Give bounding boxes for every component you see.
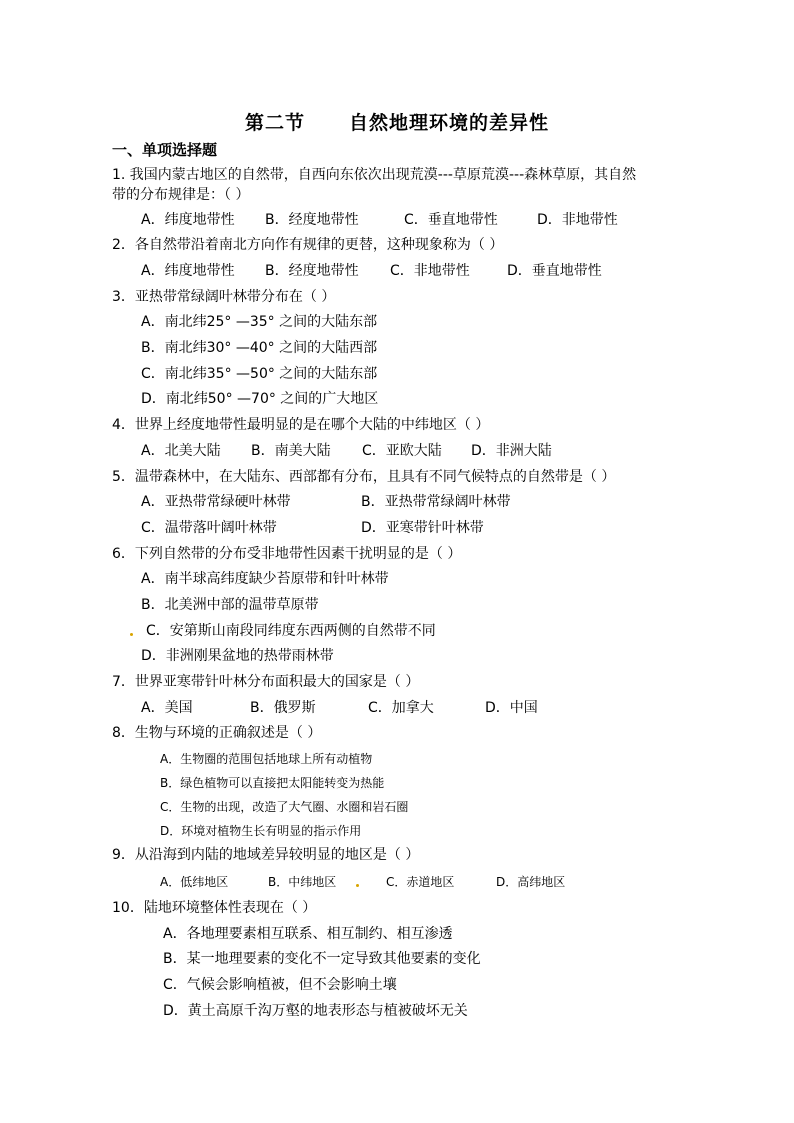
- option-b: B．中纬地区: [268, 875, 337, 889]
- question-10-option-b: B．某一地理要素的变化不一定导致其他要素的变化: [163, 951, 481, 967]
- page-title: [0, 108, 794, 135]
- option-b: B．经度地带性: [265, 263, 359, 279]
- option-d: D．非洲大陆: [471, 443, 552, 459]
- question-3: 3．亚热带常绿阔叶林带分布在（ ）: [112, 289, 336, 305]
- option-d: D．垂直地带性: [507, 263, 602, 279]
- question-8-option-d: D．环境对植物生长有明显的指示作用: [160, 824, 362, 838]
- option-a: A．纬度地带性: [141, 263, 235, 279]
- question-2: 2．各自然带沿着南北方向作有规律的更替，这种现象称为（ ）: [112, 237, 504, 253]
- question-10-option-a: A．各地理要素相互联系、相互制约、相互渗透: [163, 926, 453, 942]
- question-10-option-c: C．气候会影响植被，但不会影响土壤: [163, 977, 397, 993]
- option-c: C．亚欧大陆: [362, 443, 442, 459]
- question-5: 5．温带森林中，在大陆东、西部都有分布，且具有不同气候特点的自然带是（ ）: [112, 469, 616, 485]
- option-b: B．俄罗斯: [250, 700, 316, 716]
- scan-mark: [130, 633, 133, 636]
- question-9: 9．从沿海到内陆的地域差异较明显的地区是（ ）: [112, 847, 420, 863]
- question-3-option-c: C．南北纬35° —50° 之间的大陆东部: [141, 366, 378, 382]
- title-section-number: 第二节: [244, 112, 305, 134]
- option-c: C．赤道地区: [386, 875, 455, 889]
- question-1-line-1: 1. 我国内蒙古地区的自然带，自西向东依次出现荒漠---草原荒漠---森林草原，其自然: [112, 167, 637, 183]
- question-6: 6．下列自然带的分布受非地带性因素干扰明显的是（ ）: [112, 546, 462, 562]
- question-8-option-b: B．绿色植物可以直接把太阳能转变为热能: [160, 776, 385, 790]
- question-6-option-a: A．南半球高纬度缺少苔原带和针叶林带: [141, 571, 389, 587]
- question-10: 10．陆地环境整体性表现在（ ）: [112, 900, 317, 916]
- question-7: 7．世界亚寒带针叶林分布面积最大的国家是（ ）: [112, 674, 420, 690]
- question-3-option-b: B．南北纬30° —40° 之间的大陆西部: [141, 340, 378, 356]
- option-a: A．纬度地带性: [141, 212, 235, 228]
- option-c: C．垂直地带性: [404, 212, 498, 228]
- option-d: D．非地带性: [537, 212, 618, 228]
- option-a: A．低纬地区: [160, 875, 229, 889]
- option-a: A．北美大陆: [141, 443, 221, 459]
- option-b: B．经度地带性: [265, 212, 359, 228]
- question-8: 8．生物与环境的正确叙述是（ ）: [112, 725, 322, 741]
- scan-mark: [356, 884, 359, 887]
- question-4: 4．世界上经度地带性最明显的是在哪个大陆的中纬地区（ ）: [112, 417, 490, 433]
- question-1-line-2: 带的分布规律是：（ ）: [112, 187, 250, 203]
- option-a: A．美国: [141, 700, 193, 716]
- question-3-option-d: D．南北纬50° —70° 之间的广大地区: [141, 391, 379, 407]
- option-c: C．温带落叶阔叶林带: [141, 520, 277, 536]
- option-d: D．亚寒带针叶林带: [361, 520, 484, 536]
- option-d: D．中国: [485, 700, 538, 716]
- title-text: 自然地理环境的差异性: [349, 112, 550, 134]
- question-8-option-c: C．生物的出现，改造了大气圈、水圈和岩石圈: [160, 800, 409, 814]
- question-10-option-d: D．黄土高原千沟万壑的地表形态与植被破坏无关: [163, 1003, 468, 1019]
- question-6-option-d: D．非洲刚果盆地的热带雨林带: [141, 648, 334, 664]
- option-b: B．亚热带常绿阔叶林带: [361, 494, 511, 510]
- question-3-option-a: A．南北纬25° —35° 之间的大陆东部: [141, 314, 378, 330]
- option-c: C．加拿大: [368, 700, 434, 716]
- option-a: A．亚热带常绿硬叶林带: [141, 494, 291, 510]
- question-8-option-a: A．生物圈的范围包括地球上所有动植物: [160, 752, 373, 766]
- option-b: B．南美大陆: [251, 443, 331, 459]
- option-c: C．非地带性: [390, 263, 470, 279]
- section-heading: 一、单项选择题: [112, 141, 218, 159]
- question-6-option-c: C．安第斯山南段同纬度东西两侧的自然带不同: [146, 623, 436, 639]
- question-6-option-b: B．北美洲中部的温带草原带: [141, 597, 319, 613]
- option-d: D．高纬地区: [496, 875, 566, 889]
